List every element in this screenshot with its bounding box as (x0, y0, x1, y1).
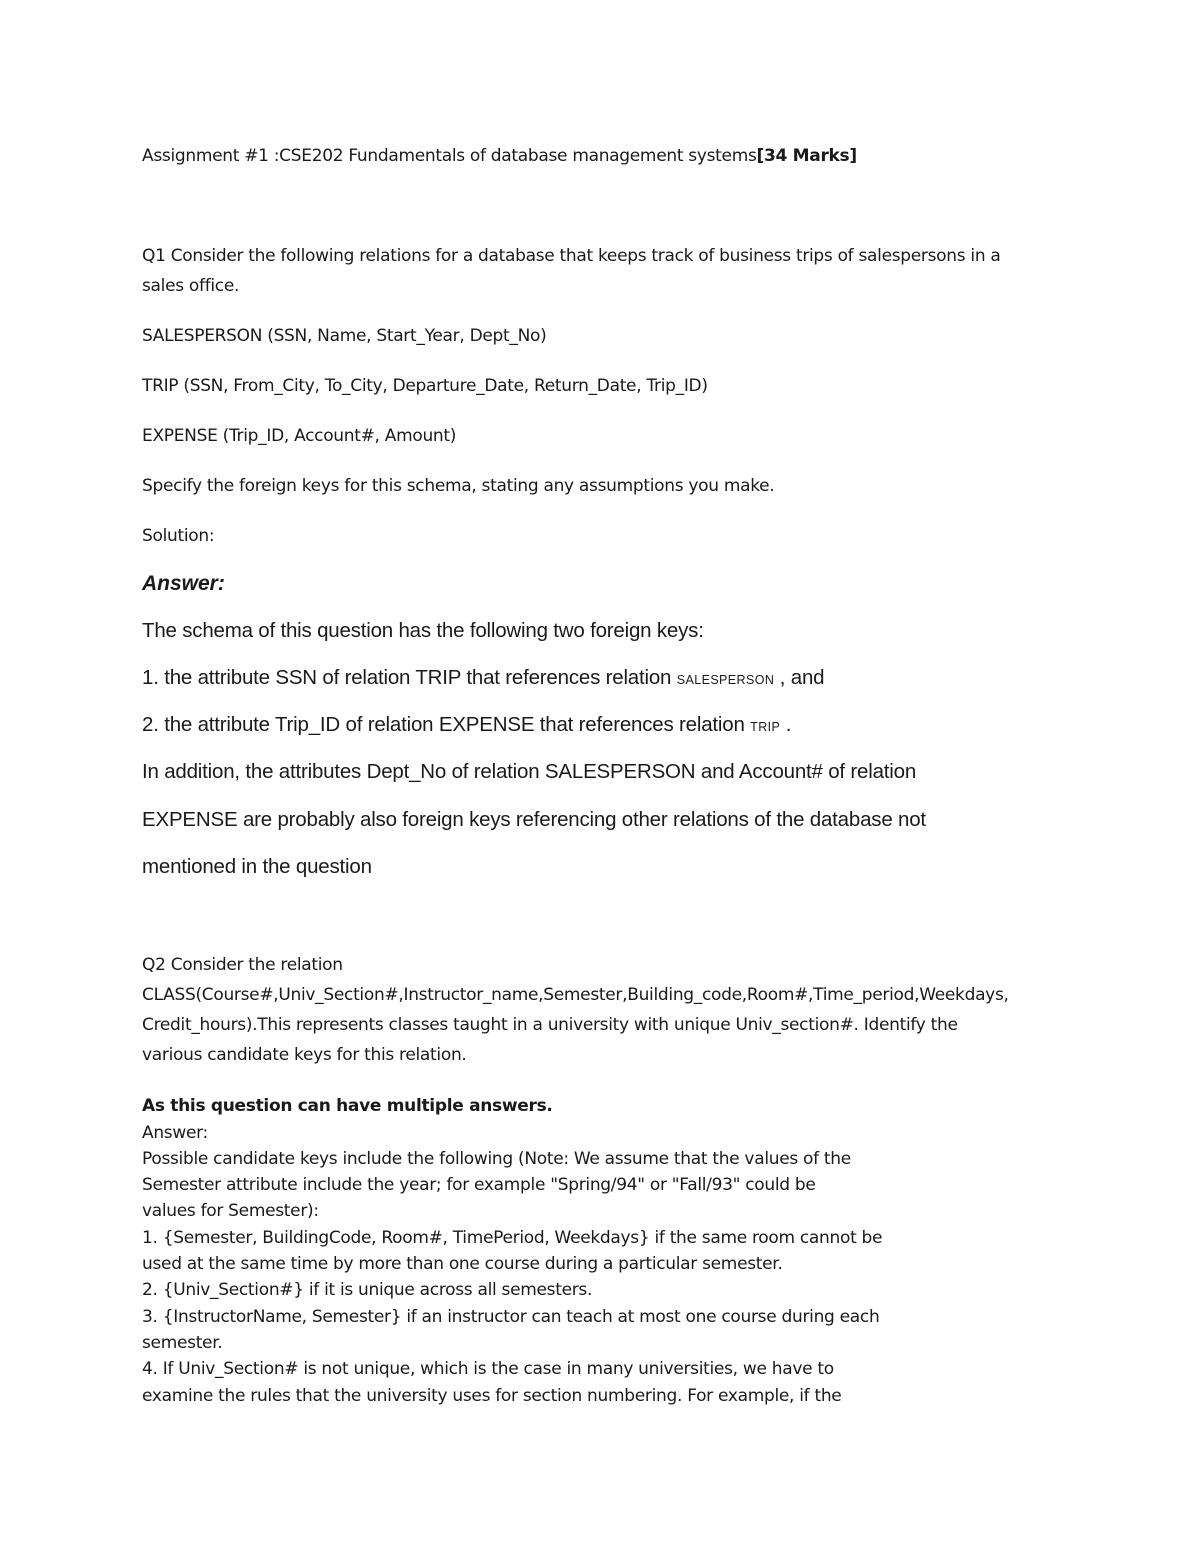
q2-answer-line: examine the rules that the university uses for section numbering. For example, if the (142, 1386, 842, 1406)
q1-question-line-2: sales office. (142, 276, 240, 296)
addition-line-3: mentioned in the question (142, 855, 372, 878)
relation-salesperson: SALESPERSON (SSN, Name, Start_Year, Dept_No) (142, 326, 547, 346)
assignment-title (142, 146, 857, 166)
answer-intro: The schema of this question has the following two foreign keys: (142, 619, 704, 642)
q2-answer-line: semester. (142, 1333, 223, 1353)
q2-question-line-4: various candidate keys for this relation. (142, 1045, 467, 1065)
q2-note: As this question can have multiple answers. (142, 1096, 553, 1116)
solution-label: Solution: (142, 526, 215, 546)
fk2-suffix: . (780, 713, 792, 736)
q2-answer-line: values for Semester): (142, 1201, 319, 1221)
addition-line-2: EXPENSE are probably also foreign keys referencing other relations of the database not (142, 808, 926, 831)
q2-question-line-2: CLASS(Course#,Univ_Section#,Instructor_name,Semester,Building_code,Room#,Time_period,Weekdays, (142, 985, 1009, 1005)
q2-question-line-1: Q2 Consider the relation (142, 955, 343, 975)
fk2-reference: TRIP (750, 720, 781, 734)
q2-answer-line: Possible candidate keys include the following (Note: We assume that the values of the (142, 1149, 851, 1169)
foreign-key-1 (142, 666, 824, 690)
q2-answer-line: used at the same time by more than one course during a particular semester. (142, 1254, 783, 1274)
q2-answer-line: Semester attribute include the year; for example "Spring/94" or "Fall/93" could be (142, 1175, 816, 1195)
q2-answer-line: 1. {Semester, BuildingCode, Room#, TimePeriod, Weekdays} if the same room cannot be (142, 1228, 883, 1248)
q2-answer-line: 2. {Univ_Section#} if it is unique across all semesters. (142, 1280, 593, 1300)
title-main: Assignment #1 :CSE202 Fundamentals of database management systems (142, 146, 757, 166)
q2-question-line-3: Credit_hours).This represents classes taught in a university with unique Univ_section#. Identify the (142, 1015, 958, 1035)
relation-trip: TRIP (SSN, From_City, To_City, Departure_Date, Return_Date, Trip_ID) (142, 376, 708, 396)
foreign-key-2 (142, 713, 791, 737)
fk2-text: 2. the attribute Trip_ID of relation EXPENSE that references relation (142, 713, 751, 736)
q1-question-line-1: Q1 Consider the following relations for a database that keeps track of business trips of salespersons in a (142, 246, 1001, 266)
answer-heading: Answer: (142, 572, 225, 595)
title-marks: [34 Marks] (756, 146, 857, 166)
q1-task: Specify the foreign keys for this schema, stating any assumptions you make. (142, 476, 775, 496)
fk1-reference: SALESPERSON (676, 673, 775, 687)
relation-expense: EXPENSE (Trip_ID, Account#, Amount) (142, 426, 457, 446)
fk1-text: 1. the attribute SSN of relation TRIP that references relation (142, 666, 677, 689)
q2-answer-label: Answer: (142, 1123, 208, 1143)
q2-answer-line: 3. {InstructorName, Semester} if an instructor can teach at most one course during each (142, 1307, 880, 1327)
q2-answer-line: 4. If Univ_Section# is not unique, which is the case in many universities, we have to (142, 1359, 834, 1379)
addition-line-1: In addition, the attributes Dept_No of relation SALESPERSON and Account# of relation (142, 760, 917, 783)
fk1-suffix: , and (774, 666, 825, 689)
